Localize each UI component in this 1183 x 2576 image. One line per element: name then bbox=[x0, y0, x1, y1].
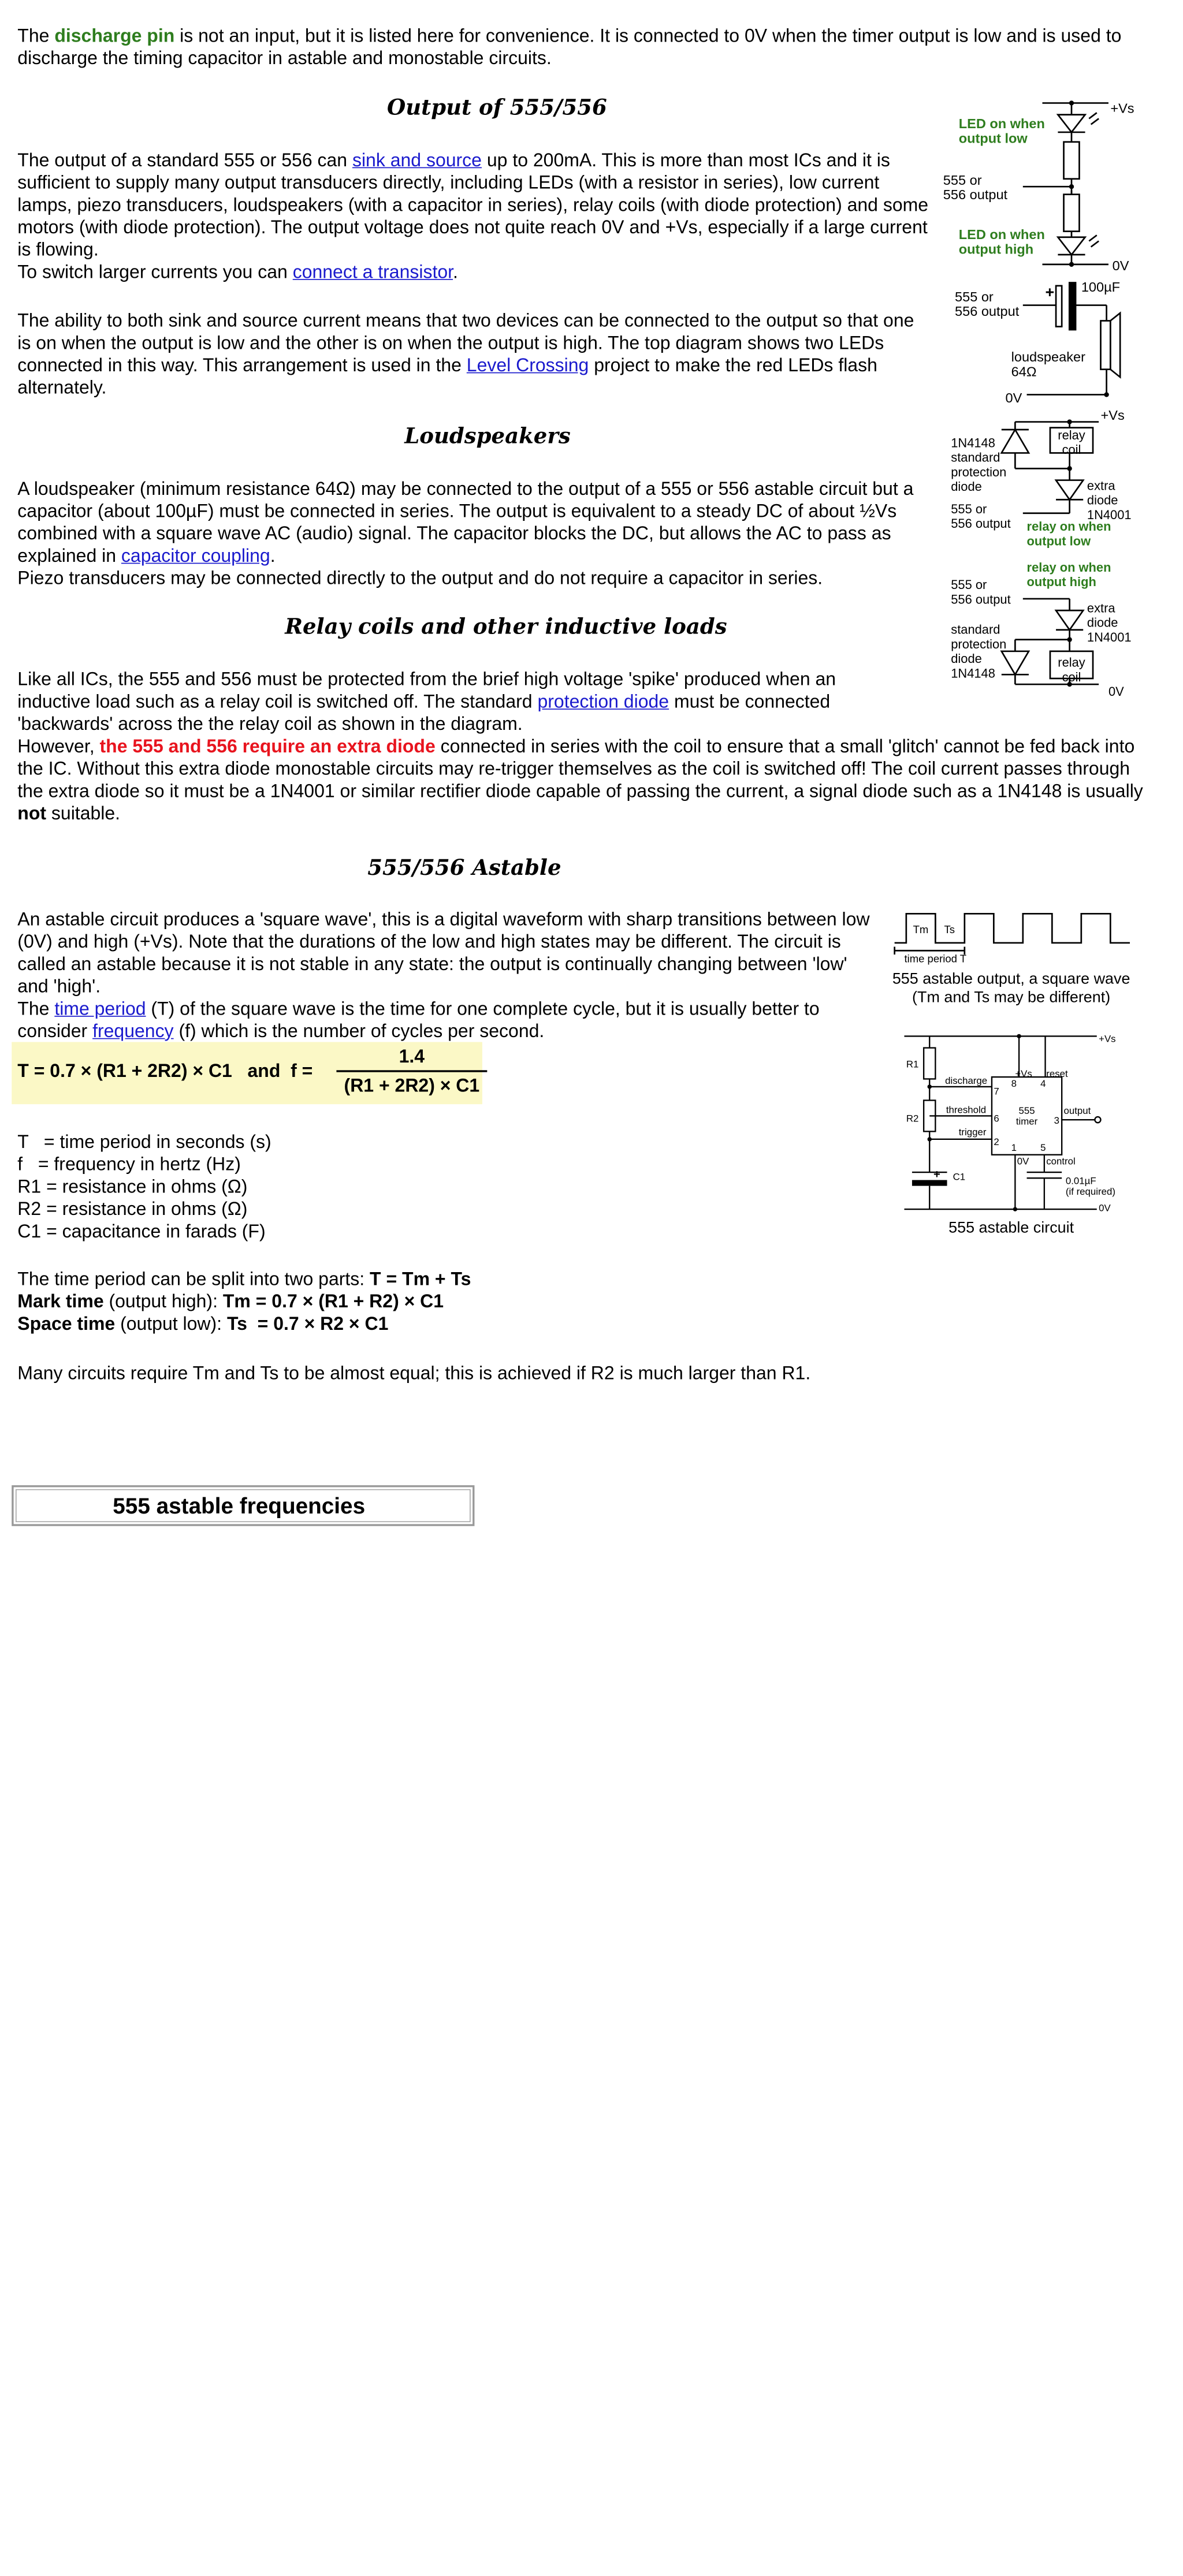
speaker-output-label: 555 or 556 output bbox=[955, 289, 1020, 319]
cap-value-label: 100µF bbox=[1081, 279, 1121, 294]
speaker-label: loudspeaker 64Ω bbox=[1011, 349, 1085, 379]
pin4-label: 4 bbox=[1040, 1078, 1046, 1089]
output-p1-b: up to 200mA. This is more than most ICs and it is sufficient to supply many output transducers directly, including LEDs (with a resistor in series), low current lamps, piezo transducers, loudspeakers (with a capacitor in series), relay coils (with diode protection) and some motors (with diode protection). The output voltage does not quite reach 0V and +Vs, especially if a large current is flowing. bbox=[17, 150, 929, 261]
output-p1-a: The output of a standard 555 or 556 can bbox=[17, 150, 352, 172]
def-item: f = frequency in hertz (Hz) bbox=[17, 1154, 241, 1176]
intro-paragraph bbox=[17, 25, 1145, 70]
output-paragraph-2 bbox=[17, 310, 927, 400]
threshold-label: threshold bbox=[946, 1104, 987, 1116]
c1-plate bbox=[912, 1180, 947, 1186]
ls-p1-a: A loudspeaker (minimum resistance 64 bbox=[17, 479, 336, 500]
vs-pin-label: +Vs bbox=[1015, 1068, 1032, 1080]
discharge-label: discharge bbox=[945, 1075, 988, 1086]
r2-label: R2 bbox=[906, 1113, 919, 1124]
relay-diode-b-label: standard protection diode 1N4148 bbox=[951, 622, 1007, 681]
astable-vs-label: +Vs bbox=[1099, 1033, 1116, 1045]
mark-label: Mark time bbox=[17, 1292, 104, 1313]
tm-label: Tm bbox=[913, 923, 929, 935]
astable-ov-label: 0V bbox=[1099, 1202, 1111, 1214]
astable-note: Many circuits require Tm and Ts to be almost equal; this is achieved if R2 is much larger than R1. bbox=[17, 1363, 811, 1385]
sink-and-source-link[interactable]: sink and source bbox=[352, 150, 482, 172]
time-split-block bbox=[17, 1269, 698, 1336]
output-p2-b: . bbox=[453, 262, 458, 283]
astable-paragraph bbox=[17, 909, 878, 1043]
output-p3-b: project to make the red LEDs flash alternately. bbox=[17, 356, 877, 399]
pin6-label: 6 bbox=[994, 1113, 999, 1124]
relay-coil-b-label: relay coil bbox=[1058, 655, 1085, 684]
formula-denominator: (R1 + 2R2) × C1 bbox=[344, 1076, 480, 1097]
loudspeaker-paragraph bbox=[17, 478, 921, 590]
square-wave-diagram bbox=[875, 904, 1167, 1011]
mark-formula: Tm = 0.7 × (R1 + R2) × C1 bbox=[222, 1292, 444, 1313]
cap-plus: + bbox=[1045, 284, 1055, 301]
led-ov-label: 0V bbox=[1112, 258, 1129, 273]
def-item: C1 = capacitance in farads (F) bbox=[17, 1221, 266, 1243]
ohm-symbol: Ω bbox=[336, 479, 350, 500]
def-item: R2 = resistance in ohms (Ω) bbox=[17, 1199, 248, 1220]
relay-high-label: relay on when output high bbox=[1026, 560, 1111, 590]
pin1-label: 1 bbox=[1011, 1142, 1017, 1154]
astable-formula-box bbox=[12, 1042, 482, 1104]
loudspeakers-heading: Loudspeakers bbox=[404, 423, 571, 449]
pin8-label: 8 bbox=[1011, 1078, 1017, 1089]
relay-p2-c: suitable. bbox=[46, 804, 121, 825]
protection-diode-link[interactable]: protection diode bbox=[537, 692, 669, 713]
relay-low-label: relay on when output low bbox=[1026, 519, 1111, 549]
extra-diode-a-label: extra diode 1N4001 bbox=[1087, 478, 1132, 522]
relay-p2-a: However, bbox=[17, 736, 100, 758]
wave-caption: 555 astable output, a square wave (Tm and Ts may be different) bbox=[892, 970, 1130, 1006]
ov-pin-label: 0V bbox=[1017, 1155, 1029, 1167]
space-mid: (output low): bbox=[115, 1314, 227, 1335]
extra-diode-b-label: extra diode 1N4001 bbox=[1087, 601, 1132, 644]
led-output-label: 555 or 556 output bbox=[943, 172, 1008, 203]
reset-label: reset bbox=[1046, 1068, 1068, 1080]
led-low-label: LED on when output low bbox=[958, 116, 1045, 146]
r1-label: R1 bbox=[906, 1058, 919, 1070]
table-heading-text: 555 astable frequencies bbox=[113, 1493, 366, 1519]
led-vs-label: +Vs bbox=[1110, 100, 1134, 116]
discharge-pin-term: discharge pin bbox=[54, 26, 175, 47]
astable-p2-c: (f) which is the number of cycles per second. bbox=[173, 1022, 545, 1042]
relay-diagram bbox=[933, 408, 1147, 700]
ts-label: Ts bbox=[944, 923, 955, 935]
ls-p1-c: . bbox=[270, 546, 276, 567]
loudspeaker-diagram bbox=[933, 274, 1147, 411]
cap-small-label: 0.01µF (if required) bbox=[1065, 1175, 1115, 1197]
relay-output-a-label: 555 or 556 output bbox=[951, 501, 1011, 531]
trigger-label: trigger bbox=[958, 1127, 987, 1138]
output-pin-label: output bbox=[1063, 1105, 1091, 1117]
mark-mid: (output high): bbox=[103, 1292, 223, 1313]
pin3-label: 3 bbox=[1054, 1114, 1060, 1126]
formula-numerator: 1.4 bbox=[336, 1047, 487, 1072]
relay-p2-b: connected in series with the coil to ensure that a small 'glitch' cannot be fed back into the IC. Without this extra diode monostable circuits may re-trigger themselves as the coil is switched off! The coil current passes through the extra diode so it must be a 1N4001 or similar rectifier diode capable of passing the current, a signal diode such as a 1N4148 is usually bbox=[17, 736, 1143, 802]
time-period-link[interactable]: time period bbox=[54, 999, 146, 1020]
relay-p1-a: Like all ICs, the 555 and 556 must be protected from the brief high voltage 'spike' produced when an inductive load such as a relay coil is switched off. The standard bbox=[17, 669, 836, 713]
def-item: T = time period in seconds (s) bbox=[17, 1132, 271, 1153]
relay-diode-a-label: 1N4148 standard protection diode bbox=[951, 435, 1007, 494]
space-label: Space time bbox=[17, 1314, 116, 1335]
relay-p1-b: must be connected 'backwards' across the the relay coil as shown in the diagram. bbox=[17, 692, 831, 735]
relay-ov-label: 0V bbox=[1108, 684, 1124, 699]
speaker-ov-label: 0V bbox=[1005, 390, 1022, 405]
control-label: control bbox=[1046, 1155, 1076, 1167]
astable-circuit-diagram bbox=[895, 1027, 1148, 1250]
extra-diode-warning: the 555 and 556 require an extra diode bbox=[99, 736, 436, 758]
split-a: The time period can be split into two parts: bbox=[17, 1269, 370, 1290]
c1-plus: + bbox=[933, 1168, 940, 1181]
astable-p1: An astable circuit produces a 'square wave', this is a digital waveform with sharp transitions between low (0V) and high (+Vs). Note that the durations of the low and high states may be different. The circuit is called an astable because it is not stable in any state: the output is continually changing between 'low' and 'high'. bbox=[17, 909, 870, 998]
period-label: time period T bbox=[904, 952, 967, 965]
connect-transistor-link[interactable]: connect a transistor bbox=[292, 262, 453, 283]
pin2-label: 2 bbox=[994, 1136, 999, 1147]
intro-pre: The bbox=[17, 26, 55, 47]
output-heading: Output of 555/556 bbox=[386, 95, 607, 121]
astable-p2-b: (T) of the square wave is the time for one complete cycle, but it is usually better to consider bbox=[17, 999, 820, 1042]
frequency-link[interactable]: frequency bbox=[92, 1022, 174, 1042]
astable-heading: 555/556 Astable bbox=[367, 855, 561, 881]
c1-label: C1 bbox=[953, 1171, 966, 1183]
astable-caption: 555 astable circuit bbox=[948, 1218, 1074, 1236]
relay-output-b-label: 555 or 556 output bbox=[951, 577, 1011, 607]
formula-lhs: T = 0.7 × (R1 + 2R2) × C1 and f = bbox=[17, 1061, 313, 1082]
ls-p1-b: ) may be connected to the output of a 555 or 556 astable circuit but a capacitor (about 100µF) must be connected in series. The output is equivalent to a steady DC of about ½Vs combined with a square wave AC (audio) signal. The capacitor blocks the DC, but allows the AC to pass as explained in bbox=[17, 479, 914, 567]
pin7-label: 7 bbox=[994, 1086, 999, 1097]
space-formula: Ts = 0.7 × R2 × C1 bbox=[226, 1314, 389, 1335]
relay-coil-a-label: relay coil bbox=[1058, 427, 1085, 457]
output-p3-a: The ability to both sink and source current means that two devices can be connected to the output so that one is on when the output is low and the other is on when the output is high. The top diagram shows two LEDs connected in this way. This arrangement is used in the bbox=[17, 311, 914, 376]
led-high-label: LED on when output high bbox=[958, 227, 1045, 257]
level-crossing-link[interactable]: Level Crossing bbox=[466, 356, 589, 376]
output-paragraph-1 bbox=[17, 150, 936, 284]
intro-post: is not an input, but it is listed here for convenience. It is connected to 0V when the timer output is low and is used to discharge the timing capacitor in astable and monostable circuits. bbox=[17, 26, 1122, 69]
relay-heading: Relay coils and other inductive loads bbox=[285, 614, 727, 640]
relay-vs-label: +Vs bbox=[1100, 408, 1125, 423]
astable-p2-a: The bbox=[17, 999, 55, 1020]
split-b: T = Tm + Ts bbox=[370, 1269, 471, 1290]
led-output-diagram bbox=[933, 94, 1147, 278]
output-p2-a: To switch larger currents you can bbox=[17, 262, 293, 283]
pin5-label: 5 bbox=[1040, 1142, 1046, 1154]
def-item: R1 = resistance in ohms (Ω) bbox=[17, 1177, 248, 1198]
timer-label: 555 timer bbox=[1015, 1105, 1038, 1127]
capacitor-plate bbox=[1069, 282, 1076, 330]
definitions-list bbox=[17, 1131, 504, 1243]
capacitor-coupling-link[interactable]: capacitor coupling bbox=[121, 546, 270, 567]
frequencies-table-header bbox=[12, 1485, 474, 1526]
ls-p2: Piezo transducers may be connected directly to the output and do not require a capacitor in series. bbox=[17, 568, 823, 590]
relay-not: not bbox=[17, 804, 47, 825]
